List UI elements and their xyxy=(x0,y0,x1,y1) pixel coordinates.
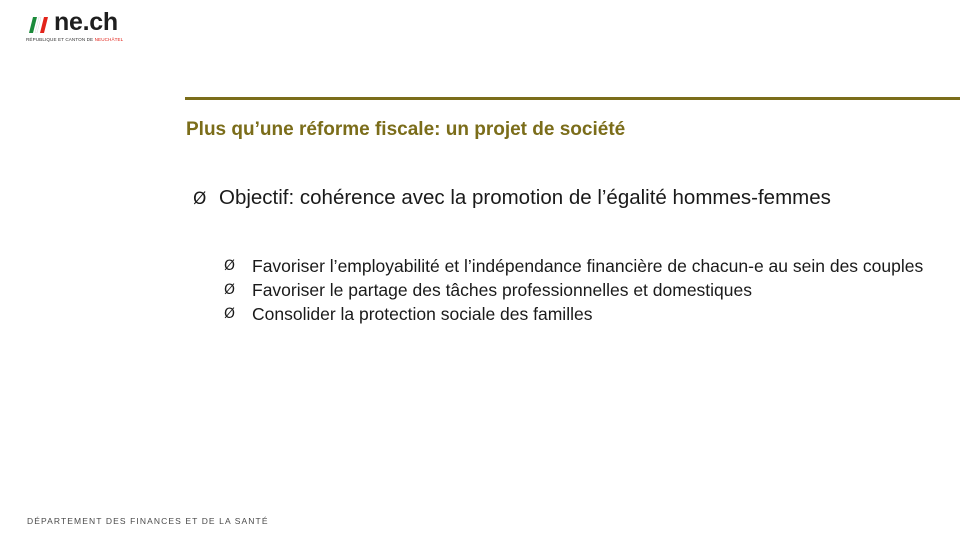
footer-department: DÉPARTEMENT DES FINANCES ET DE LA SANTÉ xyxy=(27,516,269,526)
list-item xyxy=(224,302,924,326)
arrowhead-bullet-icon: Ø xyxy=(224,306,236,322)
main-bullet xyxy=(193,185,831,212)
title-divider xyxy=(185,97,960,100)
sub-bullet-list xyxy=(224,254,924,326)
slide-title: Plus qu’une réforme fiscale: un projet de société xyxy=(186,119,626,140)
list-item xyxy=(224,278,924,302)
sub-bullet-text: Favoriser l’employabilité et l’indépendance financière de chacun-e au sein des couples xyxy=(252,256,924,276)
main-bullet-text: Objectif: cohérence avec la promotion de l’égalité hommes-femmes xyxy=(219,186,831,209)
logo-wordmark: ne.ch xyxy=(54,8,118,36)
arrowhead-bullet-icon: Ø xyxy=(224,282,236,298)
sub-bullet-text: Consolider la protection sociale des familles xyxy=(252,304,593,324)
list-item xyxy=(224,254,924,278)
sub-bullet-text: Favoriser le partage des tâches professionnelles et domestiques xyxy=(252,280,752,300)
arrowhead-bullet-icon: Ø xyxy=(193,189,207,209)
logo-subtitle-prefix: RÉPUBLIQUE ET CANTON DE xyxy=(26,37,95,42)
canton-flag-marks-icon xyxy=(27,17,51,33)
logo-subtitle xyxy=(26,37,123,43)
logo-subtitle-highlight: NEUCHÂTEL xyxy=(94,37,124,42)
arrowhead-bullet-icon: Ø xyxy=(224,258,236,274)
neuchatel-logo xyxy=(26,8,146,44)
